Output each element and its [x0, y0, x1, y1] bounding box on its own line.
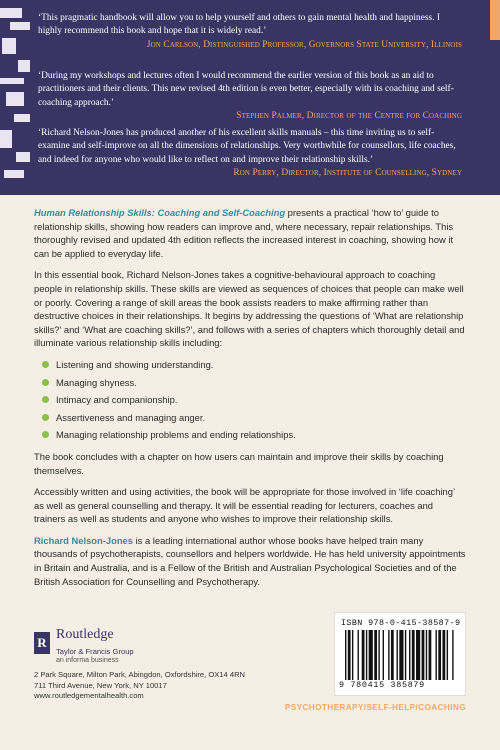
barcode-bar: [348, 630, 351, 680]
barcode-bar: [405, 630, 406, 680]
list-item: [42, 358, 466, 372]
quote-text: ‘This pragmatic handbook will allow you to help yourself and others to gain mental health and happiness. I highly recommend this book and hope that it is widely read.’: [38, 13, 440, 37]
barcode-bar: [447, 630, 448, 680]
isbn-digits: 9 780415 385879: [339, 680, 425, 690]
barcode-bar: [388, 630, 389, 680]
publisher-address: [34, 670, 245, 702]
isbn-label: ISBN 978-0-415-38587-9: [341, 618, 461, 628]
barcode-bar: [409, 630, 410, 680]
barcode-bar: [352, 630, 353, 680]
author-name: Richard Nelson-Jones: [34, 534, 133, 546]
barcode-bar: [429, 630, 432, 680]
book-title: Human Relationship Skills: Coaching and Self-Coaching: [34, 207, 286, 218]
list-item-text: Intimacy and companionship.: [56, 394, 178, 406]
list-item: [42, 411, 466, 425]
decorative-pattern-strip: [0, 0, 30, 195]
barcode-bar: [378, 630, 379, 680]
address-line: 2 Park Square, Milton Park, Abingdon, Oxfordshire, OX14 4RN: [34, 670, 246, 679]
list-item-text: Listening and showing understanding.: [56, 358, 214, 370]
quote-attribution: Jon Carlson, Distinguished Professor, Governors State University, Illinois: [146, 39, 462, 50]
endorsements-panel: [30, 0, 500, 195]
bullet-icon: [42, 396, 49, 403]
endorsement-quote: [38, 127, 462, 181]
bullet-icon: [42, 379, 49, 386]
accent-bar: [490, 0, 500, 40]
author-bio-text: is a leading international author whose books have helped train many thousands of psychotherapists, counsellors and helpers worldwide. He has held university appointments in Britain and Australia, and is a Fellow of the British and Australian Psychological Societies and of the British Association for Counselling and Psychotherapy.: [34, 534, 466, 587]
quote-text: ‘During my workshops and lectures often I would recommend the earlier version of this book as an aid to practitioners and their clients. This new revised 4th edition is even better, especially with its coaching and self-coaching approach.’: [38, 71, 454, 108]
publisher-group: Taylor & Francis Group: [56, 647, 134, 656]
barcode-bar: [345, 630, 346, 680]
list-item-text: Assertiveness and managing anger.: [56, 411, 206, 423]
category-label: PSYCHOTHERAPY/SELF-HELP/COACHING: [284, 703, 466, 712]
routledge-logo-icon: R: [34, 632, 50, 654]
blurb: [34, 206, 466, 596]
publisher-tagline: an informa business: [56, 657, 119, 664]
skills-list: [34, 358, 466, 442]
barcode-bar: [391, 630, 394, 680]
list-item: [42, 428, 466, 442]
audience-paragraph: Accessibly written and using activities, the book will be appropriate for those involved in ‘life coaching’ as well as general counselling and therapy. It will be essential reading for lecturers, coaches and trainers as well as students and anyone who wishes to improve their relationship skills.: [34, 486, 455, 525]
description-paragraph: In this essential book, Richard Nelson-Jones takes a cognitive-behavioural approach to coaching people in relationship skills. These skills are viewed as sequences of choices that people can make well or poorly. Covering a range of skill areas the book assists readers to make affirming rather than destructive choices in their relationships. It begins by addressing the questions of ‘What are relationship skills?’ and ‘What are coaching skills?’, and follows with a series of chapters which thoroughly detail and illuminate various relationship skills including:: [34, 269, 465, 349]
endorsement-quote: [38, 12, 462, 52]
quote-text: ‘Richard Nelson-Jones has produced another of his excellent skills manuals – this time inviting us to self-examine and self-improve on all the dimensions of relationships. Very worthwhile for counsellors, life coaches, and indeed for anyone who would like to reflect on and improve their relationship skills.’: [38, 128, 456, 165]
barcode: [334, 612, 466, 696]
barcode-bar: [442, 630, 445, 680]
barcode-bar: [399, 630, 403, 680]
bullet-icon: [42, 361, 49, 368]
endorsement-quote: [38, 70, 462, 124]
author-bio: [34, 534, 466, 588]
list-item: [42, 376, 466, 390]
barcode-bars: [345, 630, 455, 680]
barcode-bar: [366, 630, 367, 680]
list-item-text: Managing relationship problems and ending relationships.: [56, 429, 296, 441]
barcode-bar: [452, 630, 453, 680]
bullet-icon: [42, 414, 49, 421]
barcode-bar: [412, 630, 415, 680]
publisher-name: Routledge: [56, 627, 114, 642]
barcode-bar: [374, 630, 377, 680]
barcode-bar: [369, 630, 373, 680]
barcode-bar: [397, 630, 398, 680]
barcode-bar: [422, 630, 425, 680]
bullet-icon: [42, 431, 49, 438]
barcode-bar: [438, 630, 441, 680]
quote-attribution: Stephen Palmer, Director of the Centre for Coaching: [236, 111, 462, 122]
intro-paragraph: [34, 206, 466, 260]
barcode-bar: [436, 630, 437, 680]
barcode-bar: [416, 630, 420, 680]
barcode-bar: [358, 630, 359, 680]
intro-text: presents a practical ‘how to’ guide to relationship skills, showing how readers can improve and, where necessary, repair relationships. This thoroughly revised and updated 4th edition reflects the increased interest in coaching, showing how it can be applied to everyday life.: [34, 207, 454, 259]
list-item: [42, 393, 466, 407]
barcode-bar: [362, 630, 365, 680]
publisher-website: www.routledgementalhealth.com: [34, 691, 144, 700]
publisher-block: [34, 628, 294, 718]
list-item-text: Managing shyness.: [56, 376, 137, 388]
quote-attribution: Ron Perry, Director, Institute of Counselling, Sydney: [233, 168, 462, 179]
barcode-bar: [426, 630, 427, 680]
barcode-bar: [383, 630, 384, 680]
conclusion-paragraph: The book concludes with a chapter on how users can maintain and improve their skills by coaching themselves.: [34, 450, 444, 476]
address-line: 711 Third Avenue, New York, NY 10017: [34, 680, 167, 690]
